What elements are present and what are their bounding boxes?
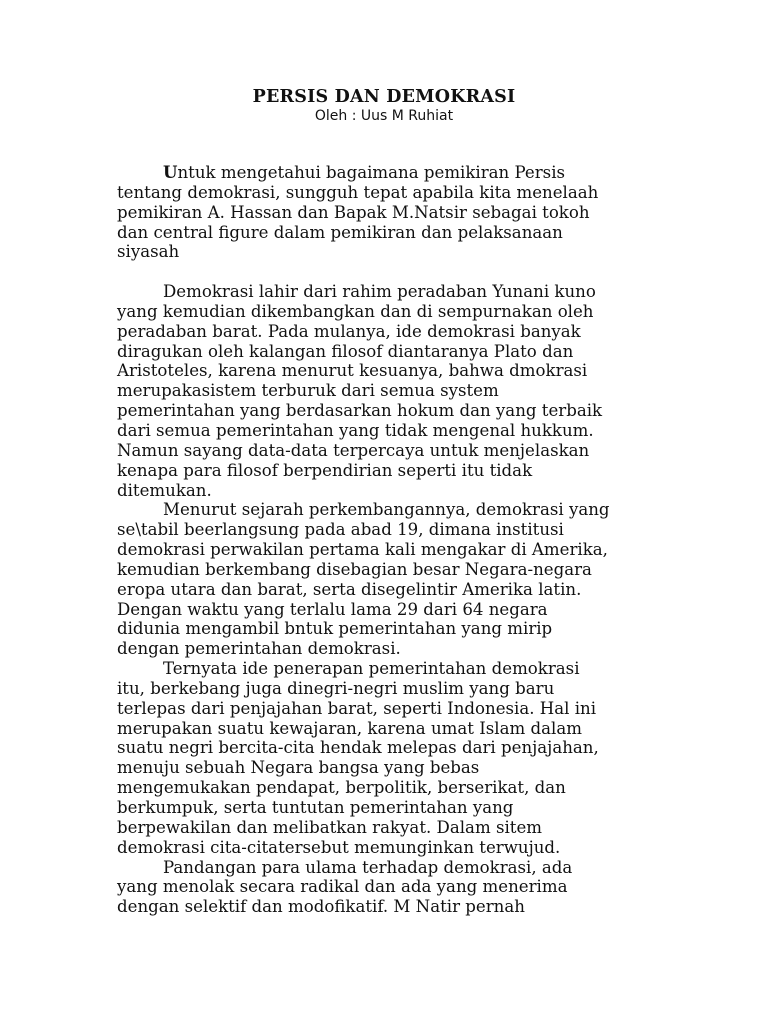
text-line: merupakan suatu kewajaran, karena umat Islam dalam	[117, 718, 582, 738]
text-line: pemerintahan yang berdasarkan hokum dan yang terbaik	[117, 401, 603, 421]
text-line: yang menolak secara radikal dan ada yang menerima	[117, 877, 568, 897]
text-line: Demokrasi lahir dari rahim peradaban Yunani kuno	[163, 282, 596, 302]
text-line: peradaban barat. Pada mulanya, ide demokrasi banyak	[117, 321, 581, 341]
document-author: Oleh : Uus M Ruhiat	[314, 108, 454, 124]
text-line: se\tabil beerlangsung pada abad 19, dimana institusi	[117, 520, 564, 540]
text-line: eropa utara dan barat, serta disegelintir Amerika latin.	[117, 579, 582, 599]
text-line: terlepas dari penjajahan barat, seperti Indonesia. Hal ini	[117, 698, 597, 718]
text-line: demokrasi cita-citatersebut memunginkan terwujud.	[117, 837, 561, 857]
text-line: kemudian berkembang disebagian besar Negara-negara	[117, 559, 592, 579]
text-line: menuju sebuah Negara bangsa yang bebas	[117, 758, 480, 778]
text-line: Ternyata ide penerapan pemerintahan demokrasi	[163, 659, 580, 679]
text-line-rest: ntuk mengetahui bagaimana pemikiran Persis	[177, 163, 566, 182]
text-line: dengan pemerintahan demokrasi.	[117, 639, 401, 659]
text-line: Menurut sejarah perkembangannya, demokrasi yang	[163, 500, 610, 520]
text-line: Aristoteles, karena menurut kesuanya, bahwa dmokrasi	[117, 361, 588, 381]
text-line: Pandangan para ulama terhadap demokrasi, ada	[163, 857, 573, 877]
text-line: dengan selektif dan modofikatif. M Natir pernah	[117, 897, 525, 917]
text-line: dan central figure dalam pemikiran dan pelaksanaan	[117, 222, 563, 242]
text-line	[117, 163, 657, 183]
text-line: suatu negri bercita-cita hendak melepas dari penjajahan,	[117, 738, 599, 758]
document-title: PERSIS DAN DEMOKRASI	[252, 87, 516, 107]
text-line: Dengan waktu yang terlalu lama 29 dari 64 negara	[117, 599, 548, 619]
text-line: didunia mengambil bntuk pemerintahan yang mirip	[117, 619, 553, 639]
paragraph-gap	[117, 262, 657, 282]
text-line: pemikiran A. Hassan dan Bapak M.Natsir sebagai tokoh	[117, 202, 590, 222]
text-line: itu, berkebang juga dinegri-negri muslim yang baru	[117, 678, 555, 698]
text-line: siyasah	[117, 242, 180, 262]
text-line: berpewakilan dan melibatkan rakyat. Dalam sitem	[117, 817, 542, 837]
text-line: demokrasi perwakilan pertama kali mengakar di Amerika,	[117, 540, 608, 560]
text-line: mengemukakan pendapat, berpolitik, berserikat, dan	[117, 778, 566, 798]
text-line: ditemukan.	[117, 480, 212, 500]
text-line: diragukan oleh kalangan filosof diantaranya Plato dan	[117, 341, 574, 361]
initial-letter: U	[163, 162, 178, 182]
text-line: tentang demokrasi, sungguh tepat apabila kita menelaah	[117, 182, 599, 202]
document-body	[117, 163, 657, 917]
text-line: merupakasistem terburuk dari semua system	[117, 381, 499, 401]
text-line: dari semua pemerintahan yang tidak mengenal hukkum.	[117, 420, 594, 440]
text-line: kenapa para filosof berpendirian seperti itu tidak	[117, 460, 533, 480]
text-line: berkumpuk, serta tuntutan pemerintahan yang	[117, 798, 514, 817]
text-line: yang kemudian dikembangkan dan di sempurnakan oleh	[117, 301, 594, 321]
text-line: Namun sayang data-data terpercaya untuk menjelaskan	[117, 440, 590, 460]
